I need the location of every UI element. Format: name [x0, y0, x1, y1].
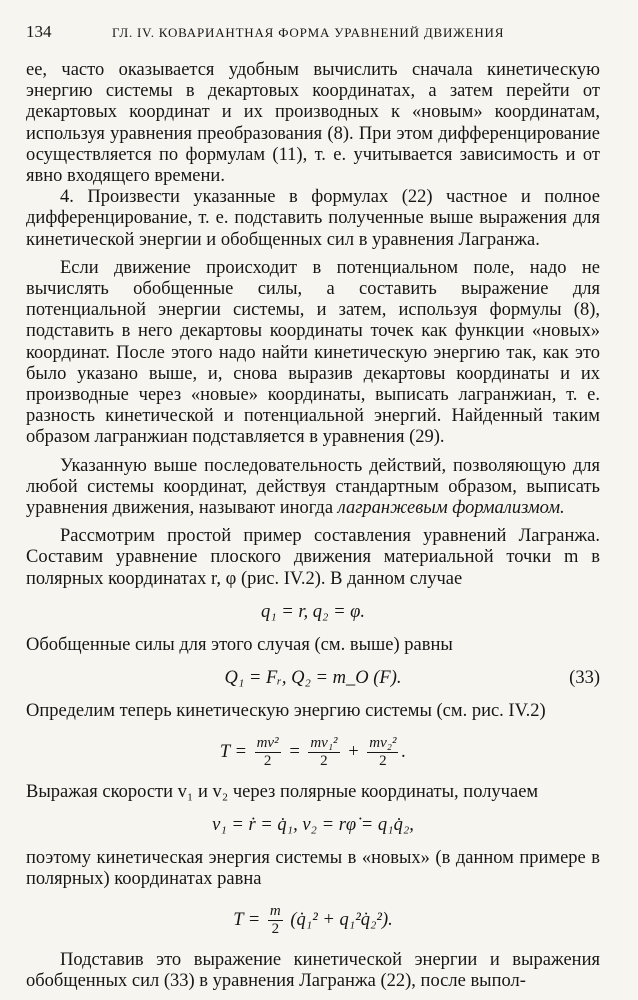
- equation-coordinates: q₁ = r, q₂ = φ.: [260, 601, 366, 622]
- paragraph-substitution: Подставив это выражение кинетической энергии и выражения обобщенных сил (33) в уравнения Лагранжа (22), после выпол-: [26, 949, 600, 991]
- paragraph-example: Рассмотрим простой пример составления уравнений Лагранжа. Составим уравнение плоского движения материальной точки m в полярных координатах r, φ (рис. IV.2). В данном случае: [26, 526, 600, 589]
- equation-velocities: v₁ = ṙ = q̇₁, v₂ = rφ̇ = q₁q̇₂,: [212, 814, 414, 835]
- paragraph-step-4: 4. Произвести указанные в формулах (22) частное и полное дифференцирование, т. е. подставить полученные выше выражения для кинетической энергии и обобщенных сил в уравнения Лагранжа.: [26, 187, 600, 250]
- fraction-denominator: 2: [320, 752, 328, 769]
- paragraph-generalized-forces: Обобщенные силы для этого случая (см. выше) равны: [26, 635, 453, 656]
- fraction-numerator: mv₂²: [369, 734, 397, 751]
- running-title: ГЛ. IV. КОВАРИАНТНАЯ ФОРМА УРАВНЕНИЙ ДВИЖЕНИЯ: [112, 25, 505, 40]
- fraction: [255, 735, 281, 770]
- equation-kinetic-energy: T = $\frac{\text{mv²}}{2}$ = $\frac{\text{mv₁²}}{2}$ + $\frac{\text{mv₂²}}{2}$ .: [219, 734, 407, 769]
- equation-33-body: Q₁ = Fᵣ, Q₂ = m_O (F).: [224, 668, 402, 689]
- paragraph-formalism: [26, 456, 600, 520]
- paragraph-continuation: ее, часто оказывается удобным вычислить сначала кинетическую энергию системы в декартовых координатах, а затем перейти от декартовых координат и их производных к «новым» координатам, используя уравнения преобразования (8). При этом дифференцирование осуществляется по формулам (11), т. е. учитывается зависимость и от явно входящего времени.: [26, 60, 600, 187]
- paragraph-formalism-text: Указанную выше последовательность действий, позволяющую для любой системы координат, действуя стандартным образом, выписать уравнения движения, называют иногда: [26, 455, 600, 519]
- running-header: [26, 22, 604, 42]
- fraction: [367, 735, 398, 770]
- paragraph-kinetic-energy: Определим теперь кинетическую энергию системы (см. рис. IV.2): [26, 701, 546, 722]
- page-body: [26, 60, 600, 992]
- equation-polar-kinetic-energy: [26, 903, 600, 938]
- fraction-denominator: 2: [271, 920, 280, 937]
- page-number: 134: [26, 22, 52, 41]
- fraction-numerator: m: [269, 902, 281, 919]
- paragraph-velocities: Выражая скорости v₁ и v₂ через полярные координаты, получаем: [26, 781, 539, 802]
- paragraph-potential-field: Если движение происходит в потенциальном поле, надо не вычислять обобщенные силы, а составить выражение для потенциальной энергии системы, и затем, используя формулы (8), подставить в него декартовы координаты точек как функции «новых» координат. После этого надо найти кинетическую энергию так, как это было указано выше, и, снова выразив декартовы координаты и их производные через «новые» координаты, выписать лагранжиан, т. е. разность кинетической и потенциальной энергий. Найденный таким образом лагранжиан подставляется в уравнения (29).: [26, 257, 600, 448]
- fraction-numerator: mv₁²: [310, 734, 338, 751]
- fraction: [308, 735, 339, 770]
- equation-lhs: T =: [233, 909, 261, 930]
- fraction-denominator: 2: [263, 752, 272, 769]
- equation-lhs: T =: [219, 741, 247, 762]
- term-lagrangian-formalism: лагранжевым формализмом.: [337, 498, 565, 519]
- fraction-numerator: mv²: [256, 734, 279, 751]
- fraction: [268, 903, 283, 938]
- paragraph-polar-energy: поэтому кинетическая энергия системы в «новых» (в данном примере в полярных) координатах равна: [26, 848, 600, 890]
- equation-33: [26, 668, 600, 689]
- equation-rhs: (q̇₁² + q₁²q̇₂²).: [290, 909, 393, 930]
- fraction-denominator: 2: [379, 752, 387, 769]
- equation-number: (33): [569, 668, 600, 689]
